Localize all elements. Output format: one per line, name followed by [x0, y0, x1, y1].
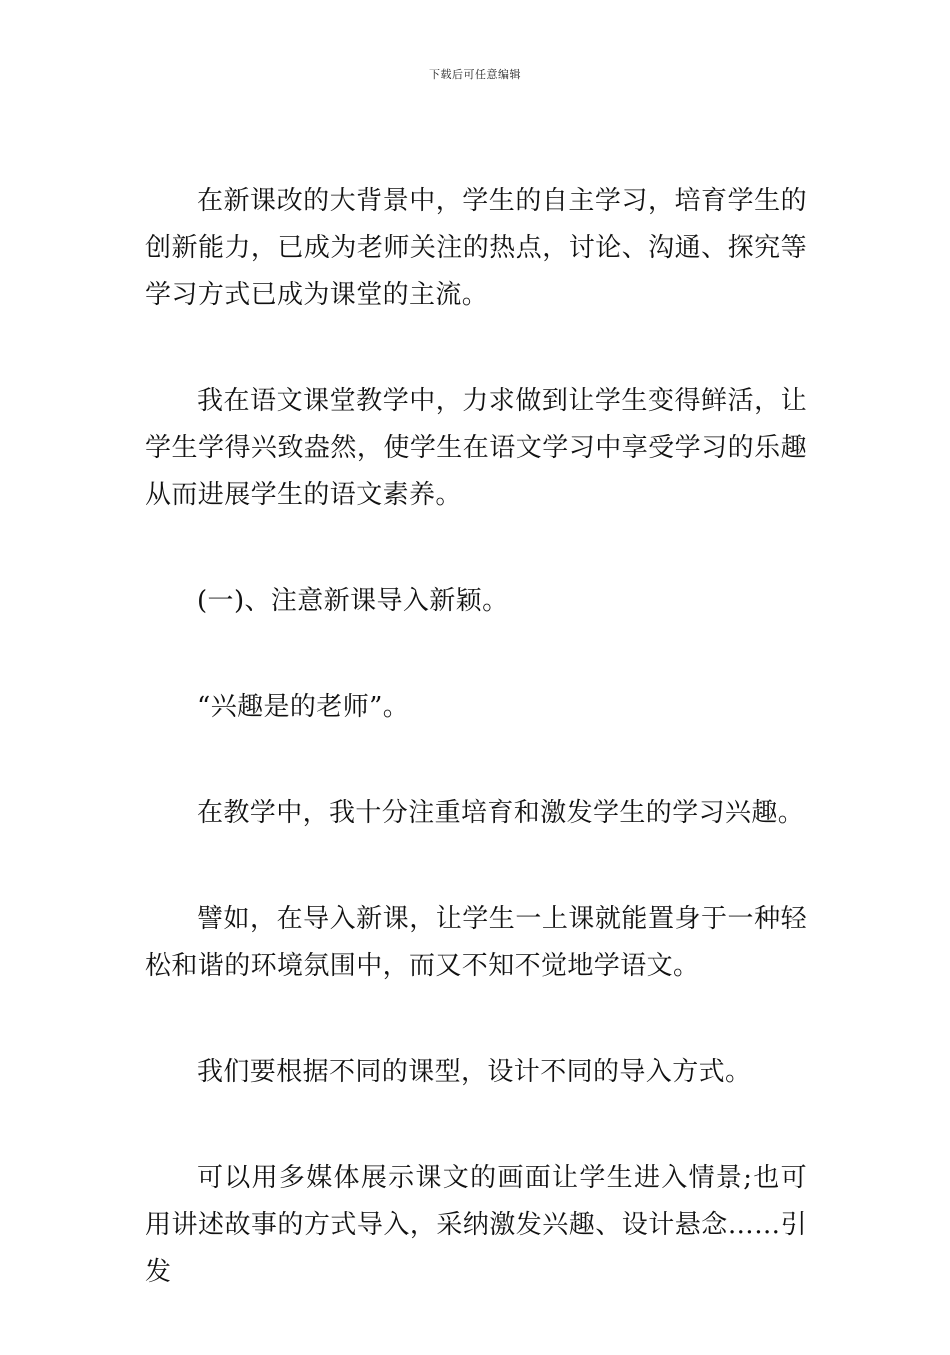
- paragraph-2: 我在语文课堂教学中，力求做到让学生变得鲜活，让学生学得兴致盎然，使学生在语文学习中享受学习的乐趣从而进展学生的语文素养。: [145, 386, 807, 510]
- page-header: 下载后可任意编辑: [429, 68, 521, 81]
- paragraph-1: 在新课改的大背景中，学生的自主学习，培育学生的创新能力，已成为老师关注的热点，讨论、沟通、探究等学习方式已成为课堂的主流。: [145, 186, 807, 310]
- paragraph-5: 在教学中，我十分注重培育和激发学生的学习兴趣。: [197, 798, 805, 828]
- section-heading: (一)、注意新课导入新颖。: [197, 586, 509, 616]
- paragraph-6: 譬如，在导入新课，让学生一上课就能置身于一种轻松和谐的环境氛围中，而又不知不觉地学语文。: [145, 904, 807, 981]
- document-body: [145, 178, 807, 1355]
- paragraph-8: 可以用多媒体展示课文的画面让学生进入情景;也可用讲述故事的方式导入，采纳激发兴趣、设计悬念……引发: [145, 1163, 807, 1287]
- paragraph-7: 我们要根据不同的课型，设计不同的导入方式。: [197, 1057, 752, 1087]
- quote-paragraph: “兴趣是的老师”。: [197, 692, 410, 722]
